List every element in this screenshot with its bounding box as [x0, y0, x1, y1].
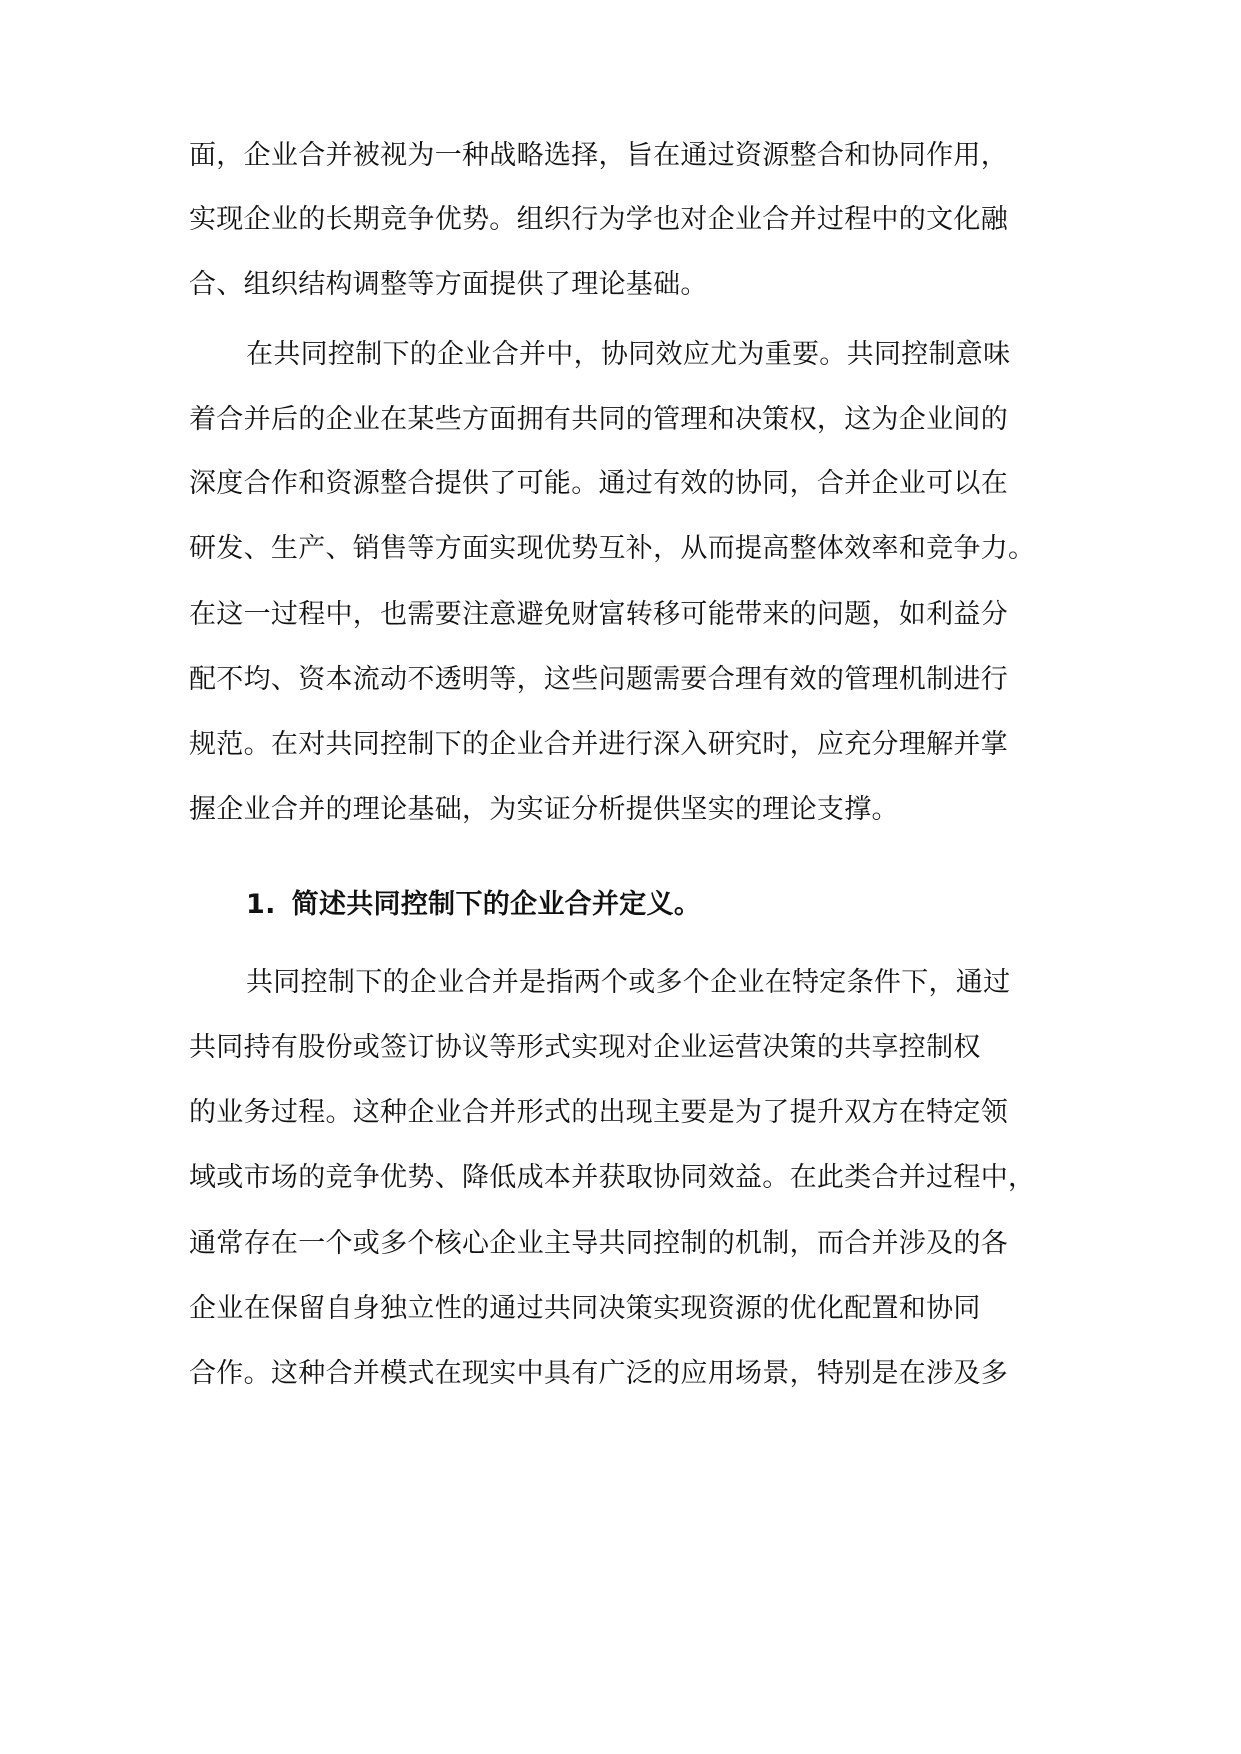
text-line: 在这一过程中，也需要注意避免财富转移可能带来的问题，如利益分 — [189, 599, 1008, 630]
text-line: 深度合作和资源整合提供了可能。通过有效的协同，合并企业可以在 — [189, 468, 1008, 499]
text-line: 着合并后的企业在某些方面拥有共同的管理和决策权，这为企业间的 — [189, 404, 1008, 435]
text-line: 合、组织结构调整等方面提供了理论基础。 — [189, 269, 708, 300]
section-heading — [246, 888, 701, 922]
text-line: 面，企业合并被视为一种战略选择，旨在通过资源整合和协同作用， — [189, 140, 1008, 171]
text-line: 的业务过程。这种企业合并形式的出现主要是为了提升双方在特定领 — [189, 1097, 1008, 1128]
text-line: 握企业合并的理论基础，为实证分析提供坚实的理论支撑。 — [189, 794, 899, 825]
text-line: 配不均、资本流动不透明等，这些问题需要合理有效的管理机制进行 — [189, 664, 1008, 695]
text-line: 通常存在一个或多个核心企业主导共同控制的机制，而合并涉及的各 — [189, 1228, 1008, 1259]
text-line: 规范。在对共同控制下的企业合并进行深入研究时，应充分理解并掌 — [189, 729, 1008, 760]
text-line: 合作。这种合并模式在现实中具有广泛的应用场景，特别是在涉及多 — [189, 1358, 1008, 1389]
text-line: 共同控制下的企业合并是指两个或多个企业在特定条件下，通过 — [246, 967, 1011, 998]
text-line: 域或市场的竞争优势、降低成本并获取协同效益。在此类合并过程中， — [189, 1162, 1036, 1193]
text-line: 企业在保留自身独立性的通过共同决策实现资源的优化配置和协同 — [189, 1293, 981, 1324]
heading-text: 简述共同控制下的企业合并定义。 — [291, 889, 702, 920]
text-line: 在共同控制下的企业合并中，协同效应尤为重要。共同控制意味 — [246, 339, 1011, 370]
text-line: 共同持有股份或签订协议等形式实现对企业运营决策的共享控制权 — [189, 1032, 981, 1063]
text-line: 研发、生产、销售等方面实现优势互补，从而提高整体效率和竞争力。 — [189, 533, 1036, 564]
text-line: 实现企业的长期竞争优势。组织行为学也对企业合并过程中的文化融 — [189, 204, 1008, 235]
heading-number: 1. — [246, 889, 276, 920]
